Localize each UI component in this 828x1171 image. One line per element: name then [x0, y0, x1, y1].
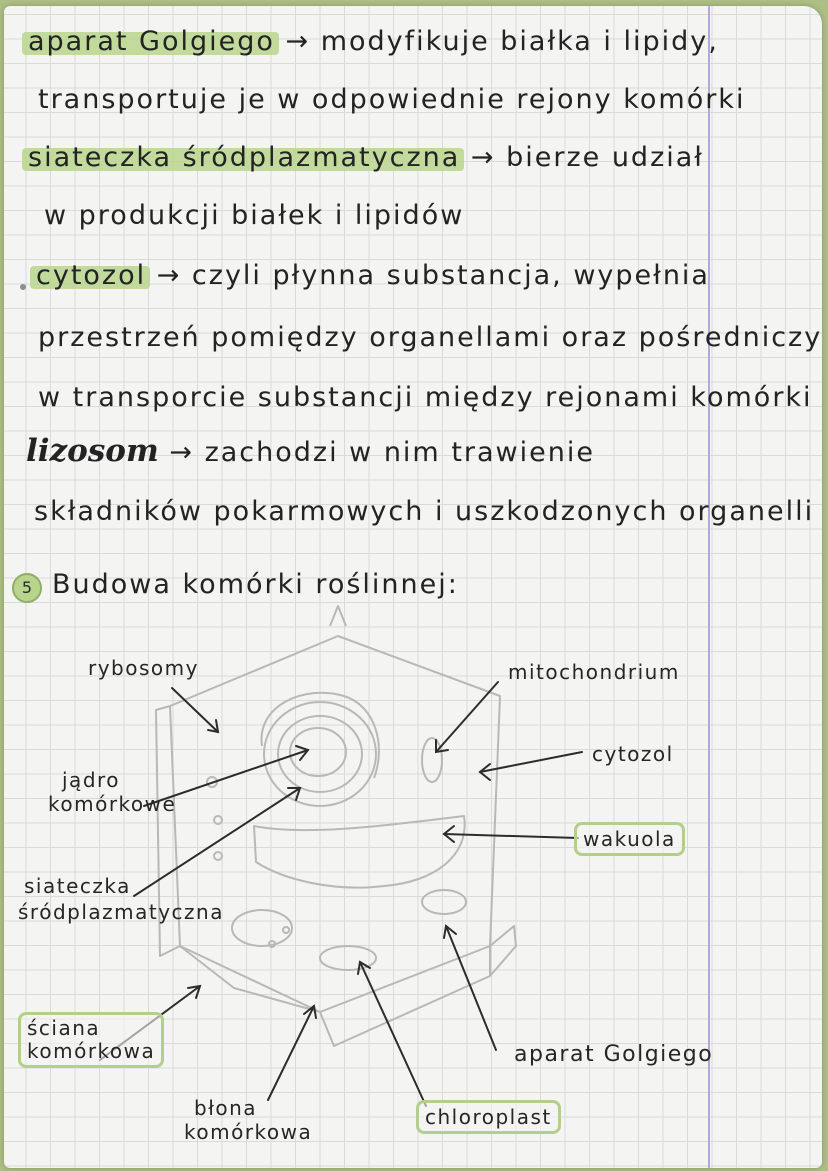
highlighted-term-aparat-golgiego: aparat Golgiego — [28, 26, 275, 57]
note-line-1 — [28, 28, 719, 55]
label-blona-line1: błona — [194, 1096, 258, 1120]
label-mitochondrium: mitochondrium — [508, 660, 680, 684]
label-jadro-line1: jądro — [62, 768, 121, 792]
note-line-5-text: → czyli płynna substancja, wypełnia — [156, 260, 710, 291]
label-blona-line2: komórkowa — [184, 1120, 313, 1144]
section-title: Budowa komórki roślinnej: — [52, 569, 459, 600]
note-line-1-text: → modyfikuje białka i lipidy, — [285, 26, 719, 57]
label-chloroplast: chloroplast — [416, 1100, 561, 1134]
label-siateczka-line1: siateczka — [24, 874, 131, 898]
note-line-2: transportuje je w odpowiednie rejony komórki — [38, 84, 746, 115]
note-line-3 — [28, 144, 704, 171]
label-jadro-line2: komórkowe — [48, 792, 177, 816]
label-aparat-golgiego: aparat Golgiego — [514, 1042, 714, 1067]
label-sciana-line1: ściana — [27, 1016, 101, 1040]
section-number-badge: 5 — [12, 573, 42, 603]
label-rybosomy: rybosomy — [88, 656, 199, 680]
note-line-8-text: → zachodzi w nim trawienie — [169, 437, 595, 468]
note-line-3-text: → bierze udział — [470, 142, 704, 173]
note-line-9: składników pokarmowych i uszkodzonych organelli — [34, 496, 815, 527]
highlighted-term-cytozol: cytozol — [36, 260, 147, 291]
bold-term-lizosom: lizosom — [26, 433, 159, 469]
label-wakuola: wakuola — [574, 822, 685, 856]
notebook-page — [4, 6, 822, 1168]
label-siateczka-line2: śródplazmatyczna — [18, 900, 224, 924]
note-line-4: w produkcji białek i lipidów — [44, 200, 465, 231]
note-line-7: w transporcie substancji między rejonami komórki — [38, 382, 813, 413]
note-line-5 — [36, 262, 710, 289]
label-sciana-line2: komórkowa — [27, 1039, 156, 1063]
bullet-point — [20, 284, 26, 290]
notes-text — [4, 6, 822, 1168]
note-line-6: przestrzeń pomiędzy organellami oraz pośredniczy — [38, 322, 822, 353]
highlighted-term-siateczka: siateczka śródplazmatyczna — [28, 142, 461, 173]
note-line-8 — [26, 433, 595, 469]
label-cytozol: cytozol — [592, 742, 674, 766]
